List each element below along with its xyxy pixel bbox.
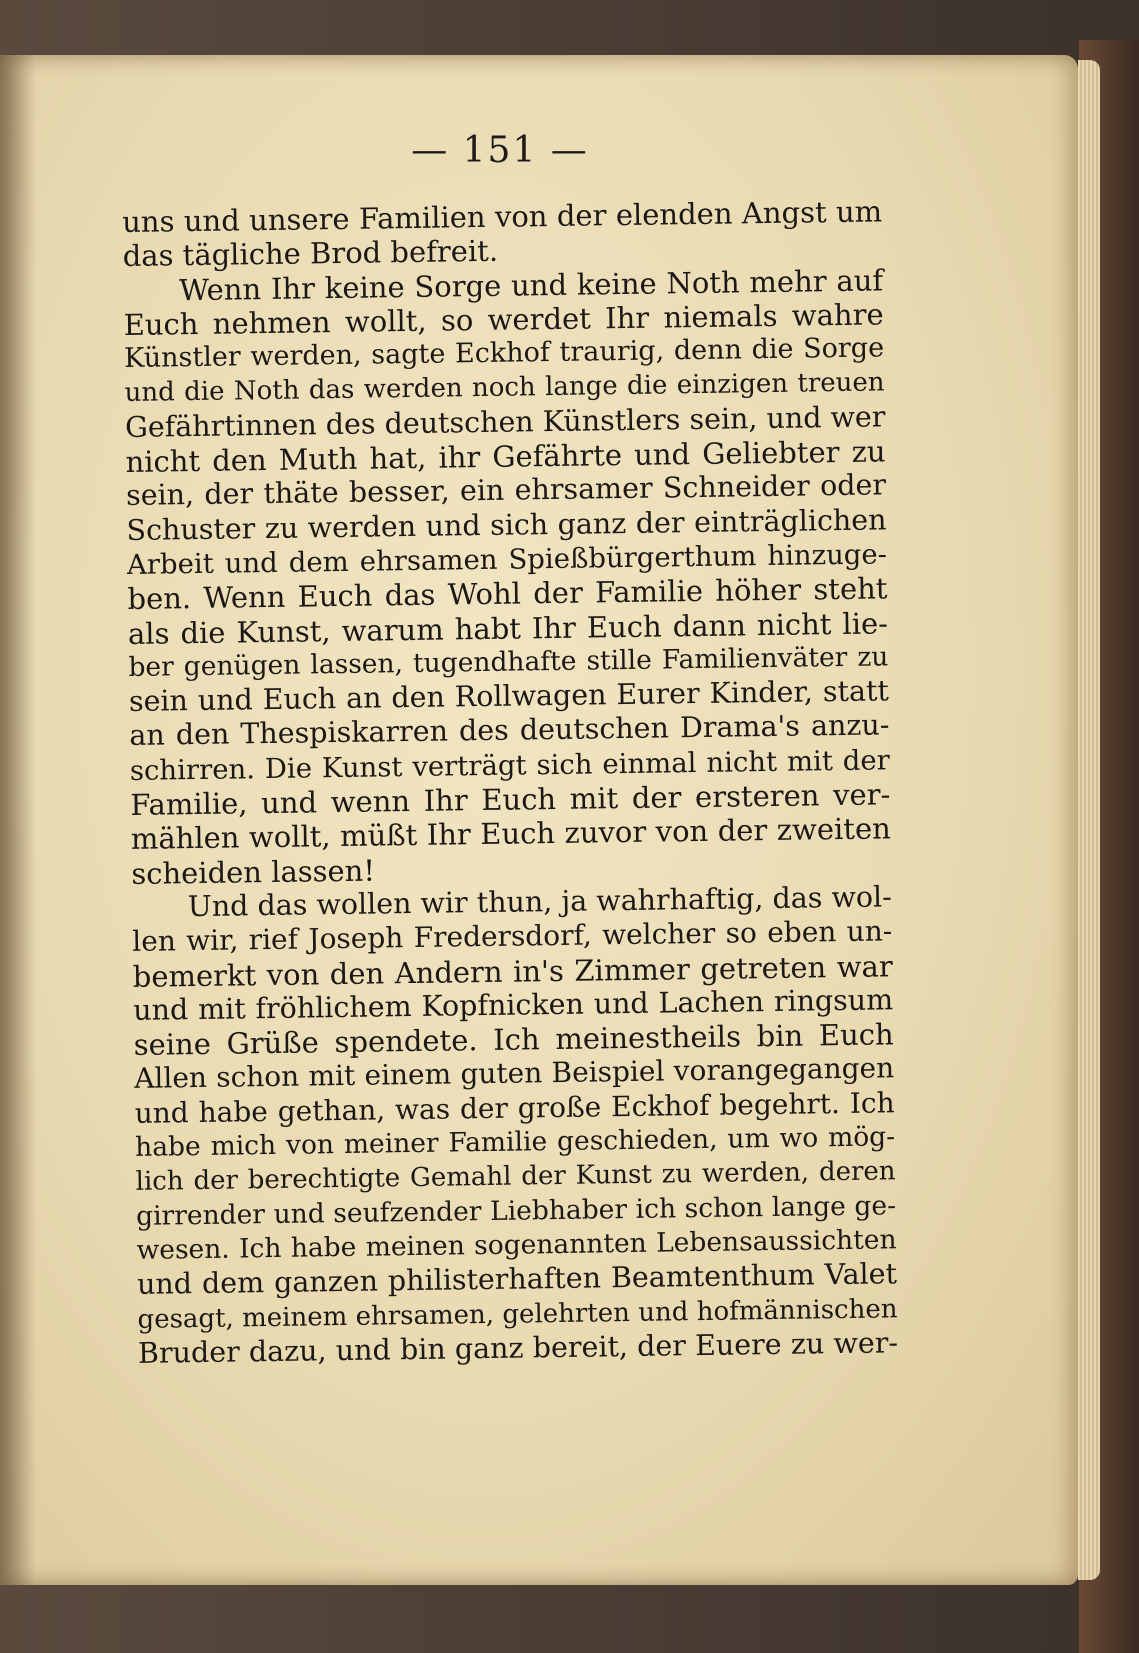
text-line: und dem ganzen philisterhaften Beamtenthum Valet <box>136 1257 898 1302</box>
text-line: das tägliche Brod befreit. <box>122 234 499 274</box>
text-line: girrender und seufzender Liebhaber ich schon lange ge- <box>135 1189 897 1232</box>
binding-shadow <box>0 55 36 1585</box>
body-text <box>122 194 898 1371</box>
text-line: mählen wollt, müßt Ihr Euch zuvor von der zweiten <box>130 811 892 857</box>
text-line: Schuster zu werden und sich ganz der einträglichen <box>126 503 887 547</box>
text-line: ben. Wenn Euch das Wohl der Familie höher steht <box>127 571 888 617</box>
text-line: gesagt, meinem ehrsamen, gelehrten und hofmännischen <box>137 1293 898 1335</box>
text-line: und habe gethan, was der große Eckhof begehrt. Ich <box>134 1086 895 1130</box>
text-line: Euch nehmen wollt, so werdet Ihr niemals wahre <box>123 297 884 342</box>
text-line: nicht den Muth hat, ihr Gefährte und Geliebter zu <box>125 434 886 480</box>
text-line: und die Noth das werden noch lange die einzigen treuen <box>124 367 885 409</box>
text-line: sein, der thäte besser, ein ehrsamer Schneider oder <box>125 468 887 513</box>
page-edges <box>1078 60 1100 1580</box>
text-line: Allen schon mit einem guten Beispiel vorangegangen <box>133 1051 895 1096</box>
text-line: Künstler werden, sagte Eckhof traurig, denn die Sorge <box>123 332 885 375</box>
text-line: len wir, rief Joseph Fredersdorf, welcher so eben un- <box>132 914 893 959</box>
text-line: und mit fröhlichem Kopfnicken und Lachen ringsum <box>133 983 894 1027</box>
text-line: an den Thespiskarren des deutschen Drama's anzu- <box>129 708 890 753</box>
page-number: — 151 — <box>411 130 589 171</box>
text-line: uns und unsere Familien von der elenden Angst um <box>122 194 883 239</box>
text-line: Wenn Ihr keine Sorge und keine Noth mehr auf <box>178 262 884 307</box>
text-line: Gefährtinnen des deutschen Künstlers sein, und wer <box>124 400 886 444</box>
text-line: lich der berechtigte Gemahl der Kunst zu werden, deren <box>135 1156 896 1198</box>
text-line: ber genügen lassen, tugendhafte stille Familienväter zu <box>128 641 889 683</box>
text-line: habe mich von meiner Familie geschieden, um wo mög- <box>134 1121 896 1163</box>
text-line: Bruder dazu, und bin ganz bereit, der Euere zu wer- <box>137 1326 899 1370</box>
text-line: schirren. Die Kunst verträgt sich einmal nicht mit der <box>129 744 891 787</box>
text-line: seine Grüße spendete. Ich meinestheils bin Euch <box>133 1017 894 1063</box>
text-line: als die Kunst, warum habt Ihr Euch dann nicht lie- <box>127 605 889 651</box>
text-line: Familie, und wenn Ihr Euch mit der ersteren ver- <box>130 777 891 822</box>
text-line: Arbeit und dem ehrsamen Spießbürgerthum hinzuge- <box>126 538 888 581</box>
text-line: sein und Euch an den Rollwagen Eurer Kinder, statt <box>128 674 890 719</box>
text-line: Und das wollen wir thun, ja wahrhaftig, das wol- <box>187 880 892 924</box>
text-line: bemerkt von den Andern in's Zimmer getreten war <box>132 948 893 994</box>
text-line: wesen. Ich habe meinen sogenannten Lebensaussichten <box>136 1224 897 1266</box>
text-line: scheiden lassen! <box>131 853 376 891</box>
